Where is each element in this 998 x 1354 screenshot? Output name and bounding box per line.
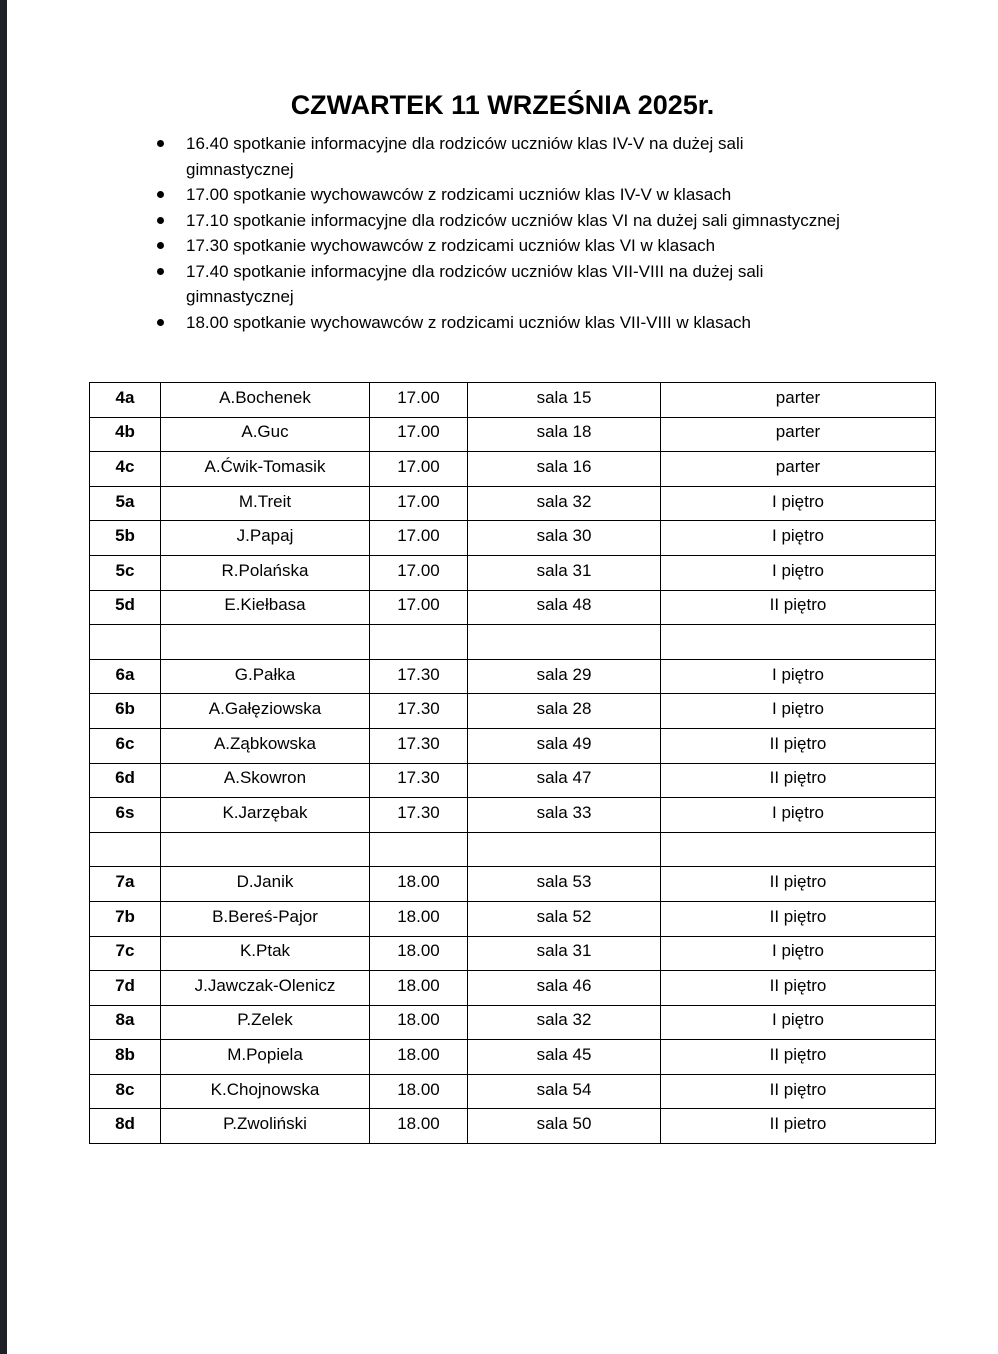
teacher-cell: K.Chojnowska [161,1074,370,1109]
bullet-item: 17.40 spotkanie informacyjne dla rodziców uczniów klas VII-VIII na dużej sali gimnastycznej [155,259,855,310]
floor-cell: II piętro [661,901,936,936]
room-cell: sala 45 [468,1040,661,1075]
teacher-cell: A.Ćwik-Tomasik [161,452,370,487]
class-cell: 6s [90,798,161,833]
time-cell: 17.30 [370,659,468,694]
bullet-item: 17.00 spotkanie wychowawców z rodzicami uczniów klas IV-V w klasach [155,182,855,208]
room-cell [468,832,661,867]
time-cell: 17.00 [370,383,468,418]
teacher-cell: A.Guc [161,417,370,452]
room-cell: sala 32 [468,486,661,521]
table-row [90,798,936,833]
room-cell: sala 33 [468,798,661,833]
table-row [90,832,936,867]
document-page [7,0,998,1354]
teacher-cell [161,832,370,867]
floor-cell [661,832,936,867]
class-cell: 8d [90,1109,161,1144]
class-cell: 7b [90,901,161,936]
time-cell: 17.00 [370,555,468,590]
table-row [90,901,936,936]
teacher-cell [161,625,370,660]
meeting-table [89,382,936,1144]
floor-cell [661,625,936,660]
class-cell: 6a [90,659,161,694]
table-row [90,728,936,763]
time-cell: 17.00 [370,417,468,452]
room-cell: sala 48 [468,590,661,625]
floor-cell: I piętro [661,555,936,590]
class-cell: 7a [90,867,161,902]
teacher-cell: M.Popiela [161,1040,370,1075]
teacher-cell: A.Ząbkowska [161,728,370,763]
class-cell [90,625,161,660]
bullet-item: 16.40 spotkanie informacyjne dla rodziców uczniów klas IV-V na dużej sali gimnastycznej [155,131,855,182]
time-cell [370,625,468,660]
class-cell: 8c [90,1074,161,1109]
table-row [90,417,936,452]
class-cell [90,832,161,867]
time-cell: 18.00 [370,867,468,902]
class-cell: 7c [90,936,161,971]
teacher-cell: D.Janik [161,867,370,902]
time-cell: 17.00 [370,590,468,625]
floor-cell: parter [661,417,936,452]
room-cell: sala 52 [468,901,661,936]
room-cell: sala 29 [468,659,661,694]
room-cell: sala 18 [468,417,661,452]
time-cell: 17.30 [370,798,468,833]
table-row [90,555,936,590]
time-cell [370,832,468,867]
time-cell: 17.30 [370,763,468,798]
floor-cell: II piętro [661,728,936,763]
floor-cell: II piętro [661,1074,936,1109]
class-cell: 5d [90,590,161,625]
time-cell: 18.00 [370,1040,468,1075]
bullet-item: 17.30 spotkanie wychowawców z rodzicami uczniów klas VI w klasach [155,233,855,259]
room-cell: sala 16 [468,452,661,487]
teacher-cell: G.Pałka [161,659,370,694]
table-row [90,971,936,1006]
teacher-cell: B.Bereś-Pajor [161,901,370,936]
teacher-cell: A.Gałęziowska [161,694,370,729]
table-row [90,659,936,694]
bullet-item: 17.10 spotkanie informacyjne dla rodziców uczniów klas VI na dużej sali gimnastycznej [155,208,855,234]
time-cell: 18.00 [370,1005,468,1040]
teacher-cell: A.Bochenek [161,383,370,418]
table-row [90,590,936,625]
teacher-cell: A.Skowron [161,763,370,798]
schedule-bullet-list [155,131,855,335]
time-cell: 17.30 [370,694,468,729]
floor-cell: II pietro [661,1109,936,1144]
table-row [90,1040,936,1075]
table-row [90,936,936,971]
teacher-cell: J.Jawczak-Olenicz [161,971,370,1006]
time-cell: 17.00 [370,486,468,521]
floor-cell: I piętro [661,486,936,521]
time-cell: 18.00 [370,901,468,936]
class-cell: 6b [90,694,161,729]
teacher-cell: P.Zwoliński [161,1109,370,1144]
time-cell: 17.00 [370,452,468,487]
teacher-cell: K.Ptak [161,936,370,971]
time-cell: 18.00 [370,971,468,1006]
table-row [90,486,936,521]
room-cell: sala 30 [468,521,661,556]
table-row [90,694,936,729]
room-cell [468,625,661,660]
floor-cell: II piętro [661,867,936,902]
floor-cell: I piętro [661,521,936,556]
table-row [90,452,936,487]
class-cell: 8a [90,1005,161,1040]
class-cell: 5c [90,555,161,590]
room-cell: sala 49 [468,728,661,763]
teacher-cell: J.Papaj [161,521,370,556]
class-cell: 4b [90,417,161,452]
room-cell: sala 32 [468,1005,661,1040]
class-cell: 6d [90,763,161,798]
floor-cell: II piętro [661,763,936,798]
room-cell: sala 31 [468,936,661,971]
time-cell: 18.00 [370,936,468,971]
floor-cell: I piętro [661,1005,936,1040]
table-row [90,383,936,418]
floor-cell: I piętro [661,659,936,694]
room-cell: sala 50 [468,1109,661,1144]
table-row [90,521,936,556]
time-cell: 18.00 [370,1109,468,1144]
floor-cell: parter [661,383,936,418]
class-cell: 6c [90,728,161,763]
table-row [90,1074,936,1109]
room-cell: sala 31 [468,555,661,590]
class-cell: 8b [90,1040,161,1075]
time-cell: 18.00 [370,1074,468,1109]
room-cell: sala 54 [468,1074,661,1109]
class-cell: 5a [90,486,161,521]
floor-cell: parter [661,452,936,487]
class-cell: 5b [90,521,161,556]
class-cell: 7d [90,971,161,1006]
class-cell: 4a [90,383,161,418]
table-row [90,1005,936,1040]
floor-cell: II piętro [661,971,936,1006]
room-cell: sala 46 [468,971,661,1006]
class-cell: 4c [90,452,161,487]
floor-cell: II piętro [661,1040,936,1075]
teacher-cell: K.Jarzębak [161,798,370,833]
table-row [90,763,936,798]
teacher-cell: R.Polańska [161,555,370,590]
floor-cell: I piętro [661,694,936,729]
table-row [90,625,936,660]
table-row [90,1109,936,1144]
page-title: CZWARTEK 11 WRZEŚNIA 2025r. [290,90,715,120]
room-cell: sala 53 [468,867,661,902]
floor-cell: II piętro [661,590,936,625]
time-cell: 17.00 [370,521,468,556]
table-row [90,867,936,902]
floor-cell: I piętro [661,798,936,833]
room-cell: sala 15 [468,383,661,418]
floor-cell: I piętro [661,936,936,971]
time-cell: 17.30 [370,728,468,763]
teacher-cell: M.Treit [161,486,370,521]
bullet-item: 18.00 spotkanie wychowawców z rodzicami uczniów klas VII-VIII w klasach [155,310,855,336]
room-cell: sala 47 [468,763,661,798]
teacher-cell: P.Zelek [161,1005,370,1040]
room-cell: sala 28 [468,694,661,729]
teacher-cell: E.Kiełbasa [161,590,370,625]
